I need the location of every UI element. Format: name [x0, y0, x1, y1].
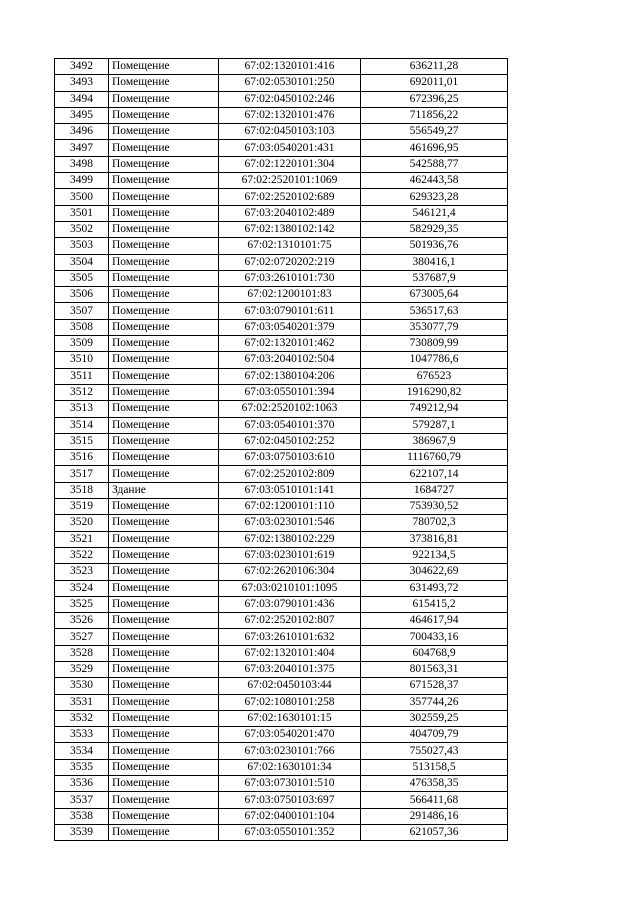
cadastral-number-cell: 67:02:0450103:44 [219, 678, 361, 694]
object-type-cell: Помещение [109, 254, 219, 270]
object-type-cell: Помещение [109, 694, 219, 710]
object-type-cell: Помещение [109, 319, 219, 335]
object-type-cell: Помещение [109, 792, 219, 808]
row-number-cell: 3534 [55, 743, 109, 759]
row-number-cell: 3533 [55, 727, 109, 743]
object-type-cell: Помещение [109, 547, 219, 563]
row-number-cell: 3531 [55, 694, 109, 710]
table-row [55, 743, 508, 759]
cadastral-value-cell: 755027,43 [361, 743, 508, 759]
cadastral-value-cell: 542588,77 [361, 156, 508, 172]
cadastral-value-cell: 464617,94 [361, 613, 508, 629]
cadastral-value-cell: 536517,63 [361, 303, 508, 319]
object-type-cell: Помещение [109, 75, 219, 91]
table-row [55, 629, 508, 645]
table-row [55, 189, 508, 205]
row-number-cell: 3524 [55, 580, 109, 596]
cadastral-value-cell: 476358,35 [361, 776, 508, 792]
cadastral-value-cell: 513158,5 [361, 759, 508, 775]
cadastral-number-cell: 67:02:1380102:229 [219, 531, 361, 547]
cadastral-number-cell: 67:03:0550101:394 [219, 384, 361, 400]
row-number-cell: 3502 [55, 221, 109, 237]
cadastral-number-cell: 67:03:0540201:431 [219, 140, 361, 156]
cadastral-number-cell: 67:02:1320101:462 [219, 336, 361, 352]
row-number-cell: 3510 [55, 352, 109, 368]
table-row [55, 824, 508, 840]
table-row [55, 303, 508, 319]
cadastral-value-cell: 636211,28 [361, 59, 508, 75]
table-row [55, 254, 508, 270]
cadastral-value-cell: 546121,4 [361, 205, 508, 221]
row-number-cell: 3493 [55, 75, 109, 91]
object-type-cell: Помещение [109, 417, 219, 433]
cadastral-number-cell: 67:03:0210101:1095 [219, 580, 361, 596]
cadastral-value-cell: 556549,27 [361, 124, 508, 140]
row-number-cell: 3525 [55, 596, 109, 612]
object-type-cell: Помещение [109, 531, 219, 547]
object-type-cell: Помещение [109, 384, 219, 400]
row-number-cell: 3521 [55, 531, 109, 547]
cadastral-value-cell: 566411,68 [361, 792, 508, 808]
table-row [55, 694, 508, 710]
table-row [55, 727, 508, 743]
cadastral-number-cell: 67:02:0450103:103 [219, 124, 361, 140]
row-number-cell: 3535 [55, 759, 109, 775]
table-row [55, 808, 508, 824]
row-number-cell: 3532 [55, 710, 109, 726]
row-number-cell: 3536 [55, 776, 109, 792]
cadastral-value-cell: 582929,35 [361, 221, 508, 237]
row-number-cell: 3503 [55, 238, 109, 254]
table-row [55, 580, 508, 596]
object-type-cell: Помещение [109, 808, 219, 824]
cadastral-value-cell: 380416,1 [361, 254, 508, 270]
cadastral-number-cell: 67:03:0540201:470 [219, 727, 361, 743]
object-type-cell: Помещение [109, 433, 219, 449]
row-number-cell: 3504 [55, 254, 109, 270]
object-type-cell: Помещение [109, 303, 219, 319]
table-row [55, 287, 508, 303]
cadastral-value-cell: 676523 [361, 368, 508, 384]
row-number-cell: 3494 [55, 91, 109, 107]
row-number-cell: 3517 [55, 466, 109, 482]
row-number-cell: 3530 [55, 678, 109, 694]
cadastral-number-cell: 67:03:0230101:766 [219, 743, 361, 759]
row-number-cell: 3526 [55, 613, 109, 629]
cadastral-number-cell: 67:02:0720202:219 [219, 254, 361, 270]
object-type-cell: Помещение [109, 189, 219, 205]
cadastral-value-cell: 1047786,6 [361, 352, 508, 368]
object-type-cell: Помещение [109, 629, 219, 645]
cadastral-number-cell: 67:03:2040102:489 [219, 205, 361, 221]
row-number-cell: 3539 [55, 824, 109, 840]
object-type-cell: Помещение [109, 515, 219, 531]
cadastral-value-cell: 1916290,82 [361, 384, 508, 400]
row-number-cell: 3513 [55, 401, 109, 417]
table-row [55, 515, 508, 531]
cadastral-number-cell: 67:02:1220101:304 [219, 156, 361, 172]
object-type-cell: Помещение [109, 661, 219, 677]
row-number-cell: 3498 [55, 156, 109, 172]
cadastral-number-cell: 67:03:0540101:370 [219, 417, 361, 433]
object-type-cell: Помещение [109, 270, 219, 286]
table-row [55, 75, 508, 91]
cadastral-value-cell: 700433,16 [361, 629, 508, 645]
object-type-cell: Помещение [109, 743, 219, 759]
table-row [55, 59, 508, 75]
row-number-cell: 3519 [55, 499, 109, 515]
table-row [55, 336, 508, 352]
row-number-cell: 3505 [55, 270, 109, 286]
cadastral-number-cell: 67:02:2520102:1063 [219, 401, 361, 417]
table-row [55, 173, 508, 189]
row-number-cell: 3497 [55, 140, 109, 156]
table-row [55, 759, 508, 775]
table-row [55, 499, 508, 515]
cadastral-value-cell: 291486,16 [361, 808, 508, 824]
row-number-cell: 3507 [55, 303, 109, 319]
cadastral-number-cell: 67:02:1320101:404 [219, 645, 361, 661]
cadastral-value-cell: 604768,9 [361, 645, 508, 661]
cadastral-number-cell: 67:03:2040101:375 [219, 661, 361, 677]
cadastral-value-cell: 753930,52 [361, 499, 508, 515]
object-type-cell: Помещение [109, 221, 219, 237]
cadastral-number-cell: 67:03:0790101:436 [219, 596, 361, 612]
cadastral-number-cell: 67:03:0730101:510 [219, 776, 361, 792]
object-type-cell: Помещение [109, 564, 219, 580]
object-type-cell: Здание [109, 482, 219, 498]
table-row [55, 596, 508, 612]
cadastral-number-cell: 67:02:2520101:1069 [219, 173, 361, 189]
cadastral-value-cell: 357744,26 [361, 694, 508, 710]
table-row [55, 124, 508, 140]
table-row [55, 466, 508, 482]
cadastral-number-cell: 67:02:1380104:206 [219, 368, 361, 384]
cadastral-value-cell: 461696,95 [361, 140, 508, 156]
cadastral-number-cell: 67:03:0750103:610 [219, 450, 361, 466]
cadastral-value-cell: 780702,3 [361, 515, 508, 531]
cadastral-number-cell: 67:03:0550101:352 [219, 824, 361, 840]
cadastral-value-cell: 386967,9 [361, 433, 508, 449]
cadastral-number-cell: 67:03:2610101:730 [219, 270, 361, 286]
cadastral-number-cell: 67:02:1630101:15 [219, 710, 361, 726]
row-number-cell: 3512 [55, 384, 109, 400]
cadastral-number-cell: 67:02:0450102:246 [219, 91, 361, 107]
cadastral-value-cell: 373816,81 [361, 531, 508, 547]
cadastral-number-cell: 67:03:0750103:697 [219, 792, 361, 808]
cadastral-number-cell: 67:02:1380102:142 [219, 221, 361, 237]
cadastral-number-cell: 67:02:1630101:34 [219, 759, 361, 775]
cadastral-number-cell: 67:03:2610101:632 [219, 629, 361, 645]
table-row [55, 384, 508, 400]
cadastral-number-cell: 67:02:0450102:252 [219, 433, 361, 449]
cadastral-number-cell: 67:02:1080101:258 [219, 694, 361, 710]
object-type-cell: Помещение [109, 824, 219, 840]
cadastral-number-cell: 67:02:2520102:807 [219, 613, 361, 629]
cadastral-number-cell: 67:02:1200101:110 [219, 499, 361, 515]
row-number-cell: 3495 [55, 107, 109, 123]
cadastral-value-cell: 692011,01 [361, 75, 508, 91]
table-row [55, 156, 508, 172]
row-number-cell: 3520 [55, 515, 109, 531]
table-row [55, 450, 508, 466]
row-number-cell: 3499 [55, 173, 109, 189]
object-type-cell: Помещение [109, 776, 219, 792]
cadastral-value-cell: 801563,31 [361, 661, 508, 677]
object-type-cell: Помещение [109, 91, 219, 107]
object-type-cell: Помещение [109, 238, 219, 254]
row-number-cell: 3528 [55, 645, 109, 661]
cadastral-value-cell: 615415,2 [361, 596, 508, 612]
row-number-cell: 3522 [55, 547, 109, 563]
cadastral-value-cell: 621057,36 [361, 824, 508, 840]
row-number-cell: 3506 [55, 287, 109, 303]
cadastral-value-cell: 672396,25 [361, 91, 508, 107]
cadastral-value-cell: 749212,94 [361, 401, 508, 417]
object-type-cell: Помещение [109, 107, 219, 123]
cadastral-value-cell: 1116760,79 [361, 450, 508, 466]
row-number-cell: 3515 [55, 433, 109, 449]
object-type-cell: Помещение [109, 580, 219, 596]
cadastral-number-cell: 67:03:0790101:611 [219, 303, 361, 319]
object-type-cell: Помещение [109, 59, 219, 75]
table-row [55, 433, 508, 449]
row-number-cell: 3511 [55, 368, 109, 384]
table-row [55, 221, 508, 237]
table-row [55, 678, 508, 694]
cadastral-value-cell: 462443,58 [361, 173, 508, 189]
object-type-cell: Помещение [109, 173, 219, 189]
row-number-cell: 3516 [55, 450, 109, 466]
row-number-cell: 3514 [55, 417, 109, 433]
table-row [55, 352, 508, 368]
cadastral-value-cell: 501936,76 [361, 238, 508, 254]
table-row [55, 140, 508, 156]
row-number-cell: 3508 [55, 319, 109, 335]
table-row [55, 792, 508, 808]
cadastral-number-cell: 67:03:0230101:546 [219, 515, 361, 531]
table-row [55, 710, 508, 726]
row-number-cell: 3537 [55, 792, 109, 808]
table-row [55, 417, 508, 433]
table-row [55, 645, 508, 661]
cadastral-value-cell: 353077,79 [361, 319, 508, 335]
cadastral-number-cell: 67:03:0540201:379 [219, 319, 361, 335]
cadastral-value-cell: 579287,1 [361, 417, 508, 433]
object-type-cell: Помещение [109, 710, 219, 726]
row-number-cell: 3527 [55, 629, 109, 645]
cadastral-value-cell: 302559,25 [361, 710, 508, 726]
table-row [55, 238, 508, 254]
table-row [55, 319, 508, 335]
object-type-cell: Помещение [109, 352, 219, 368]
object-type-cell: Помещение [109, 205, 219, 221]
cadastral-value-cell: 404709,79 [361, 727, 508, 743]
object-type-cell: Помещение [109, 368, 219, 384]
object-type-cell: Помещение [109, 287, 219, 303]
object-type-cell: Помещение [109, 759, 219, 775]
cadastral-value-cell: 673005,64 [361, 287, 508, 303]
cadastral-value-cell: 631493,72 [361, 580, 508, 596]
cadastral-number-cell: 67:02:2520102:689 [219, 189, 361, 205]
cadastral-value-cell: 304622,69 [361, 564, 508, 580]
cadastral-number-cell: 67:02:1320101:416 [219, 59, 361, 75]
table-row [55, 368, 508, 384]
cadastral-number-cell: 67:03:2040102:504 [219, 352, 361, 368]
row-number-cell: 3500 [55, 189, 109, 205]
cadastral-value-cell: 1684727 [361, 482, 508, 498]
object-type-cell: Помещение [109, 401, 219, 417]
object-type-cell: Помещение [109, 140, 219, 156]
object-type-cell: Помещение [109, 613, 219, 629]
object-type-cell: Помещение [109, 156, 219, 172]
cadastral-value-cell: 730809,99 [361, 336, 508, 352]
table-body [55, 59, 508, 841]
cadastral-value-cell: 671528,37 [361, 678, 508, 694]
object-type-cell: Помещение [109, 450, 219, 466]
cadastral-number-cell: 67:03:0230101:619 [219, 547, 361, 563]
row-number-cell: 3496 [55, 124, 109, 140]
cadastral-value-cell: 622107,14 [361, 466, 508, 482]
object-type-cell: Помещение [109, 499, 219, 515]
cadastral-value-cell: 629323,28 [361, 189, 508, 205]
cadastral-number-cell: 67:02:0530101:250 [219, 75, 361, 91]
table-row [55, 91, 508, 107]
table-row [55, 205, 508, 221]
cadastral-number-cell: 67:02:1320101:476 [219, 107, 361, 123]
row-number-cell: 3518 [55, 482, 109, 498]
table-row [55, 661, 508, 677]
cadastral-number-cell: 67:03:0510101:141 [219, 482, 361, 498]
object-type-cell: Помещение [109, 124, 219, 140]
row-number-cell: 3538 [55, 808, 109, 824]
object-type-cell: Помещение [109, 645, 219, 661]
table-row [55, 401, 508, 417]
cadastral-value-cell: 537687,9 [361, 270, 508, 286]
object-type-cell: Помещение [109, 727, 219, 743]
cadastral-value-cell: 922134,5 [361, 547, 508, 563]
cadastral-number-cell: 67:02:1200101:83 [219, 287, 361, 303]
row-number-cell: 3529 [55, 661, 109, 677]
table-row [55, 482, 508, 498]
cadastral-value-cell: 711856,22 [361, 107, 508, 123]
table-row [55, 531, 508, 547]
cadastral-number-cell: 67:02:2520102:809 [219, 466, 361, 482]
cadastral-number-cell: 67:02:0400101:104 [219, 808, 361, 824]
row-number-cell: 3509 [55, 336, 109, 352]
cadastral-value-table [54, 58, 508, 841]
table-row [55, 613, 508, 629]
table-row [55, 564, 508, 580]
object-type-cell: Помещение [109, 466, 219, 482]
object-type-cell: Помещение [109, 596, 219, 612]
row-number-cell: 3501 [55, 205, 109, 221]
object-type-cell: Помещение [109, 678, 219, 694]
table-row [55, 776, 508, 792]
row-number-cell: 3523 [55, 564, 109, 580]
table-row [55, 107, 508, 123]
cadastral-number-cell: 67:02:1310101:75 [219, 238, 361, 254]
table-row [55, 270, 508, 286]
object-type-cell: Помещение [109, 336, 219, 352]
table-row [55, 547, 508, 563]
cadastral-number-cell: 67:02:2620106:304 [219, 564, 361, 580]
row-number-cell: 3492 [55, 59, 109, 75]
